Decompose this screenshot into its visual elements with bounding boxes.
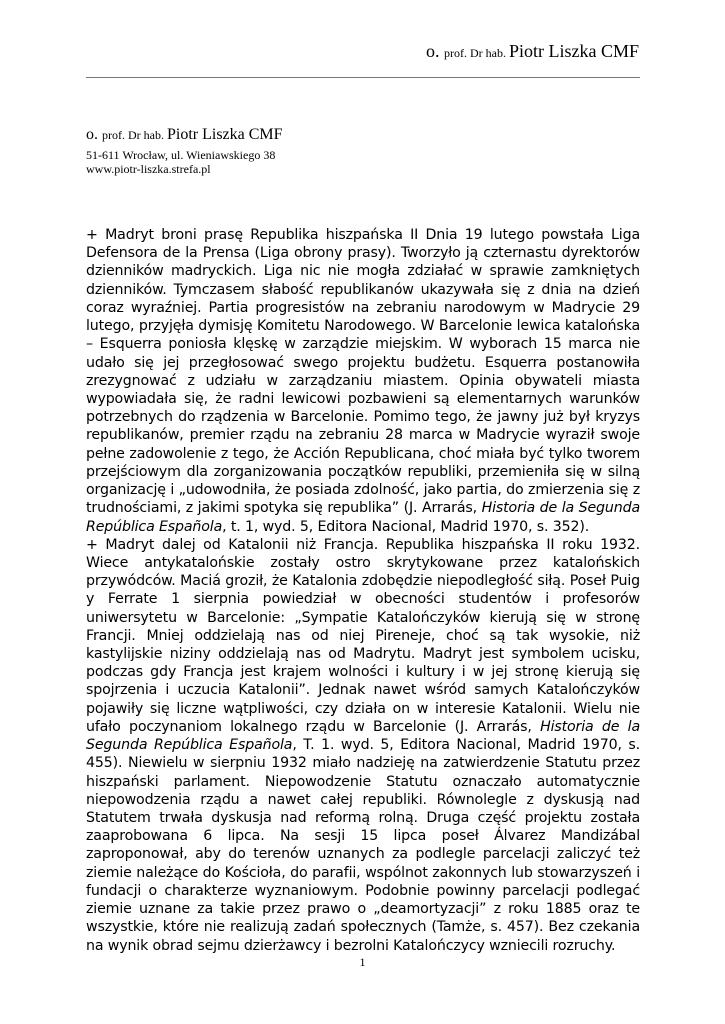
author-name-line <box>86 127 283 143</box>
article-body <box>86 226 640 955</box>
citation-title: Historia de la Segunda República Española <box>86 718 640 754</box>
author-prefix: o. <box>86 126 102 143</box>
author-academic-title: prof. Dr hab. <box>102 128 167 142</box>
paragraph-text: , t. 1, wyd. 5, Editora Nacional, Madrid 1970, s. 352). <box>222 518 590 535</box>
author-website: www.piotr-liszka.strefa.pl <box>86 162 211 176</box>
header-prefix: o. <box>426 41 444 61</box>
paragraph-madryt-broni-prase <box>86 226 640 536</box>
author-address: 51-611 Wrocław, ul. Wieniawskiego 38 <box>86 148 276 162</box>
page-number: 1 <box>359 955 366 969</box>
header-rule <box>86 77 640 78</box>
paragraph-text: + Madryt broni prasę Republika hiszpańska II Dnia 19 lutego powstała Liga Defensora de la Prensa (Liga obrony prasy). Tworzyło ją czternastu dyrektorów dzienników madryckich. Liga nic nie mogła zdziałać w sprawie zamkniętych dzienników. Tymczasem słabość republikanów ukazywała się z dnia na dzień coraz wyraźniej. Partia progresistów na zebraniu narodowym w Madrycie 29 lutego, przyjęła dymisję Komitetu Narodowego. W Barcelonie lewica katalońska – Esquerra poniosła klęskę w zarządzie miejskim. W wyborach 15 marca nie udało się jej przegłosować swego projektu budżetu. Esquerra postanowiła zrezygnować z udziału w zarządzaniu miastem. Opinia obywateli miasta wypowiadała się, że radni lewicowi pozbawieni są elementarnych warunków potrzebnych do rządzenia w Barcelonie. Pomimo tego, że jawny już był kryzys republikanów, premier rządu na zebraniu 28 marca w Madrycie wyraził swoje pełne zadowolenie z tego, że Acción Republicana, choć miała być tylko tworem przejściowym dla zorganizowania początków republiki, przemieniła się w silną organizację i „udowodniła, że posiada zdolność, jako partia, do zmierzenia się z trudnościami, z jakimi spotyka się republika” (J. Arrarás, <box>86 227 640 517</box>
author-name: Piotr Liszka CMF <box>166 126 283 143</box>
header-academic-title: prof. Dr hab. <box>444 46 509 60</box>
citation-title: Historia de la Segunda República Española <box>86 500 640 535</box>
paragraph-madryt-dalej-od-katalonii <box>86 536 640 955</box>
paragraph-text: , T. 1. wyd. 5, Editora Nacional, Madrid 1970, s. 455). Niewielu w sierpniu 1932 miało nadzieję na zatwierdzenie Statutu przez hiszpański parlament. Niepowodzenie Statutu oznaczało automatycznie niepowodzenia rządu a nawet całej republiki. Równolegle z dyskusją nad Statutem trwała dyskusja nad reformą rolną. Druga część projektu została zaaprobowana 6 lipca. Na sesji 15 lipca poseł Álvarez Mandizábal zaproponował, aby do terenów uznanych za podlegle parcelacji zaliczyć też ziemie należące do Kościoła, do parafii, wspólnot zakonnych lub stowarzyszeń i fundacji o charakterze wyznaniowym. Podobnie powinny parcelacji podlegać ziemie uznane za takie przez prawo o „deamortyzacji” z roku 1885 oraz te wszystkie, które nie realizują zadań społecznych (Tamże, s. 457). Bez czekania na wynik obrad sejmu dzierżawcy i bezrolni Katalończycy wzniecili rozruchy. <box>86 737 641 954</box>
running-header <box>426 42 639 60</box>
paragraph-text: + Madryt dalej od Katalonii niż Francja. Republika hiszpańska II roku 1932. Wiece antykatalońskie zostały ostro skrytykowane przez katalońskich przywódców. Maciá groził, że Katalonia zdobędzie niepodległość siłą. Poseł Puig y Ferrate 1 sierpnia powiedział w obecności studentów i profesorów uniwersytetu w Barcelonie: „Sympatie Katalończyków kierują się w stronę Francji. Mniej oddzielają nas od niej Pireneje, choć są tak wysokie, niż kastylijskie niziny oddzielają nas od Madrytu. Madryt jest symbolem ucisku, podczas gdy Francja jest krajem wolności i kultury i w jej stronę kierują się spojrzenia i uczucia Katalonii”. Jednak nawet wśród samych Katalończyków pojawiły się liczne wątpliwości, czy działa on w interesie Katalonii. Wielu nie ufało poczynaniom lokalnego rządu w Barcelonie (J. Arrarás, <box>86 536 640 735</box>
header-author-name: Piotr Liszka CMF <box>508 41 639 61</box>
